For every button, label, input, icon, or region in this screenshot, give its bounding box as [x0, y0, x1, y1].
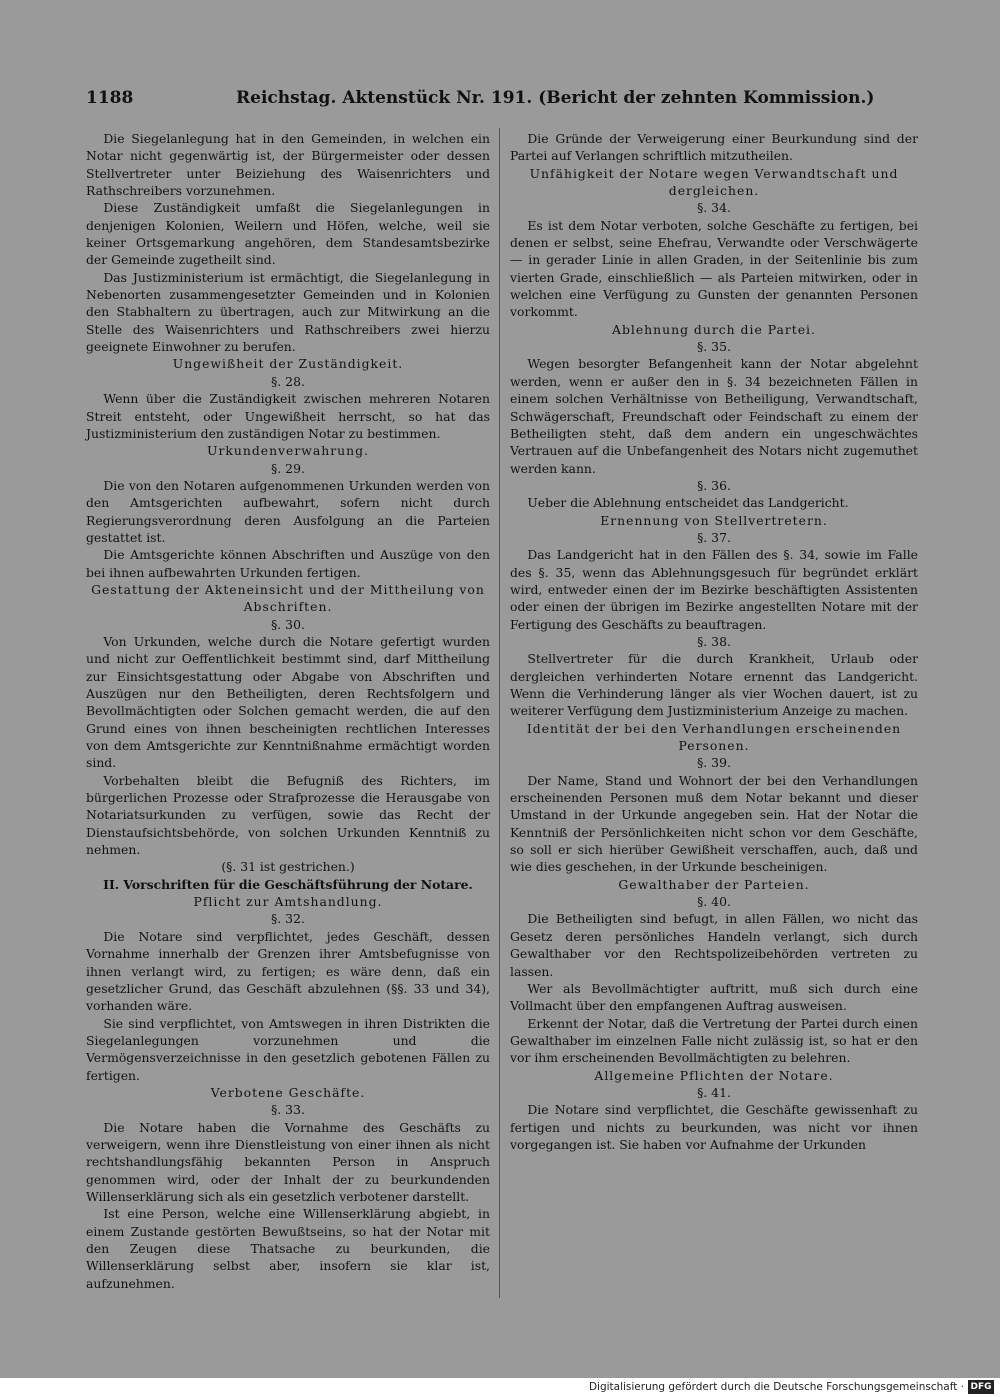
section-heading: Gewalthaber der Parteien.	[618, 876, 810, 892]
footer-credit: Digitalisierung gefördert durch die Deutsche Forschungsgemeinschaft ·	[588, 1381, 964, 1393]
section-number: §. 38.	[697, 633, 731, 649]
section-heading: Ablehnung durch die Partei.	[612, 321, 816, 337]
section-heading: Urkundenverwahrung.	[207, 443, 369, 459]
section-number: §. 40.	[697, 894, 731, 910]
paragraph: Die Siegelanlegung hat in den Gemeinden, in welchen ein Notar nicht gegenwärtig ist, der Bürgermeister oder dessen Stellvertreter unter Beiziehung des Waisenrichters und Rathschreibers vorzunehmen.	[86, 131, 490, 199]
section-heading: Allgemeine Pflichten der Notare.	[594, 1067, 834, 1083]
section-number: §. 34.	[697, 200, 731, 216]
section-number: §. 32.	[271, 911, 305, 927]
section-number: §. 41.	[697, 1084, 731, 1100]
left-column	[86, 130, 490, 1292]
page-number: 1188	[86, 88, 134, 108]
section-heading: Pflicht zur Amtshandlung.	[193, 894, 383, 910]
section-number: §. 29.	[271, 460, 305, 476]
paragraph: Ist eine Person, welche eine Willenserklärung abgiebt, in einem Zustande gestörten Bewußtseins, so hat der Notar mit den Zeugen diese Thatsache zu beurkunden, die Willenserklärung selbst aber, insofern sie klar ist, aufzunehmen.	[86, 1206, 490, 1291]
digitization-footer	[0, 1378, 1000, 1397]
paragraph: Sie sind verpflichtet, von Amtswegen in ihren Distrikten die Siegelanlegungen vorzunehmen und die Vermögensverzeichnisse in den gesetzlich gebotenen Fällen zu fertigen.	[86, 1015, 490, 1083]
paragraph: Die Amtsgerichte können Abschriften und Auszüge von den bei ihnen aufbewahrten Urkunden fertigen.	[86, 547, 490, 580]
paragraph: Die Notare haben die Vornahme des Geschäfts zu verweigern, wenn ihre Dienstleistung von einer ihnen als nicht rechtshandlungsfähig bekannten Person in Anspruch genommen wird, oder der Inhalt der zu beurkundenden Willenserklärung sich als ein gesetzlich verbotener darstellt.	[86, 1119, 490, 1204]
page-header	[86, 88, 918, 114]
dfg-logo-icon: DFG	[968, 1380, 994, 1394]
column-separator	[499, 128, 500, 1298]
paragraph: Das Landgericht hat in den Fällen des §. 34, sowie im Falle des §. 35, wenn das Ablehnungsgesuch für begründet erklärt wird, entweder einen der im Bezirke beschäftigten Assistenten oder einen der übrigen im Bezirke angestellten Notare mit der Fertigung des Geschäfts zu beauftragen.	[510, 547, 918, 632]
paragraph: Ueber die Ablehnung entscheidet das Landgericht.	[527, 495, 849, 511]
paragraph: Das Justizministerium ist ermächtigt, die Siegelanlegung in Nebenorten zusammengesetzter Gemeinden und in Kolonien den Stabhaltern zu übertragen, auch zur Mitwirkung an die Stelle des Waisenrichters und Rathschreibers zwei hierzu geeignete Einwohner zu berufen.	[86, 269, 490, 355]
paragraph: Stellvertreter für die durch Krankheit, Urlaub oder dergleichen verhinderten Notare ernennt das Landgericht. Wenn die Verhinderung länger als vier Wochen dauert, ist zu weiterer Verfügung dem Justizministerium Anzeige zu machen.	[510, 651, 918, 719]
section-number: (§. 31 ist gestrichen.)	[221, 859, 355, 875]
paragraph: Die von den Notaren aufgenommenen Urkunden werden von den Amtsgerichten aufbewahrt, sofern nicht durch Regierungsverordnung deren Ausfolgung an die Parteien gestattet ist.	[86, 477, 490, 545]
paragraph: Die Betheiligten sind befugt, in allen Fällen, wo nicht das Gesetz deren persönliches Handeln verlangt, sich durch Gewalthaber vor den Rechtspolizeibehörden vertreten zu lassen.	[510, 911, 918, 979]
section-heading: Gestattung der Akteneinsicht und der Mittheilung von Abschriften.	[91, 581, 485, 615]
paragraph: Der Name, Stand und Wohnort der bei den Verhandlungen erscheinenden Personen muß dem Notar bekannt und dieser Umstand in der Urkunde angegeben sein. Hat der Notar die Kenntniß der Persönlichkeiten nicht schon vor dem Geschäfte, so soll er sich hierüber Gewißheit verschaffen, auch, daß und wie dies geschehen, in der Urkunde bescheinigen.	[510, 772, 918, 875]
running-title: Reichstag. Aktenstück Nr. 191. (Bericht der zehnten Kommission.)	[236, 88, 875, 108]
section-heading: Verbotene Geschäfte.	[210, 1084, 366, 1100]
paragraph: Die Notare sind verpflichtet, die Geschäfte gewissenhaft zu fertigen und nichts zu beurkunden, was nicht vor ihnen vorgegangen ist. Sie haben vor Aufnahme der Urkunden	[510, 1102, 918, 1152]
section-number: §. 37.	[697, 529, 731, 545]
section-number: §. 35.	[697, 339, 731, 355]
paragraph: Erkennt der Notar, daß die Vertretung der Partei durch einen Gewalthaber im einzelnen Falle nicht zulässig ist, so hat er den vor ihm erscheinenden Bevollmächtigten zu belehren.	[510, 1015, 918, 1066]
paragraph: Vorbehalten bleibt die Befugniß des Richters, im bürgerlichen Prozesse oder Strafprozesse die Herausgabe von Notariatsurkunden zu verfügen, sowie das Recht der Dienstaufsichtsbehörde, von solchen Urkunden Kenntniß zu nehmen.	[86, 772, 490, 858]
section-heading: Ernennung von Stellvertretern.	[600, 512, 828, 528]
chapter-heading: II. Vorschriften für die Geschäftsführung der Notare.	[103, 876, 473, 892]
paragraph: Von Urkunden, welche durch die Notare gefertigt wurden und nicht zur Oeffentlichkeit bestimmt sind, darf Mittheilung zur Einsichtsgestattung oder Abgabe von Abschriften und Auszügen nur den Betheiligten, deren Rechtsfolgern und Bevollmächtigten oder Solchen gemacht werden, die auf den Grund eines von ihnen bescheinigten rechtlichen Interesses von dem Amtsgerichte zur Kenntnißnahme ermächtigt worden sind.	[86, 633, 490, 771]
section-heading: Identität der bei den Verhandlungen erscheinenden Personen.	[526, 720, 902, 754]
section-number: §. 36.	[697, 477, 731, 493]
right-column	[510, 130, 918, 1153]
paragraph: Wer als Bevollmächtigter auftritt, muß sich durch eine Vollmacht über den empfangenen Auftrag ausweisen.	[510, 980, 918, 1014]
paragraph: Die Notare sind verpflichtet, jedes Geschäft, dessen Vornahme innerhalb der Grenzen ihrer Amtsbefugnisse von ihnen verlangt wird, zu fertigen; es wäre denn, daß ein gesetzlicher Grund, das Geschäft abzulehnen (§§. 33 und 34), vorhanden wäre.	[86, 928, 490, 1014]
section-heading: Unfähigkeit der Notare wegen Verwandtschaft und dergleichen.	[529, 165, 899, 199]
section-number: §. 39.	[697, 755, 731, 771]
paragraph: Wegen besorgter Befangenheit kann der Notar abgelehnt werden, wenn er außer den in §. 34 bezeichneten Fällen in einem solchen Verhältnisse von Betheiligung, Verwandtschaft, Schwägerschaft, Freundschaft oder Feindschaft zu einem der Betheiligten steht, daß dem andern ein ungeschwächtes Vertrauen auf die Unbefangenheit des Notars nicht zugemuthet werden kann.	[510, 356, 918, 476]
paragraph: Wenn über die Zuständigkeit zwischen mehreren Notaren Streit entsteht, oder Ungewißheit herrscht, so hat das Justizministerium den zuständigen Notar zu bestimmen.	[86, 391, 490, 441]
paragraph: Die Gründe der Verweigerung einer Beurkundung sind der Partei auf Verlangen schriftlich mitzutheilen.	[510, 131, 918, 164]
paragraph: Es ist dem Notar verboten, solche Geschäfte zu fertigen, bei denen er selbst, seine Ehefrau, Verwandte oder Verschwägerte — in gerader Linie in allen Graden, in der Seitenlinie bis zum vierten Grade, einschließlich — als Parteien mitwirken, oder in welchen eine Verfügung zu Gunsten der genannten Personen vorkommt.	[510, 217, 918, 320]
section-number: §. 28.	[271, 373, 305, 389]
section-number: §. 33.	[271, 1102, 305, 1118]
section-number: §. 30.	[271, 616, 305, 632]
paragraph: Diese Zuständigkeit umfaßt die Siegelanlegungen in denjenigen Kolonien, Weilern und Höfen, welche, weil sie keiner Ortsgemarkung angehören, dem Standesamtsbezirke der Gemeinde zugetheilt sind.	[86, 200, 490, 268]
section-heading: Ungewißheit der Zuständigkeit.	[172, 356, 404, 372]
